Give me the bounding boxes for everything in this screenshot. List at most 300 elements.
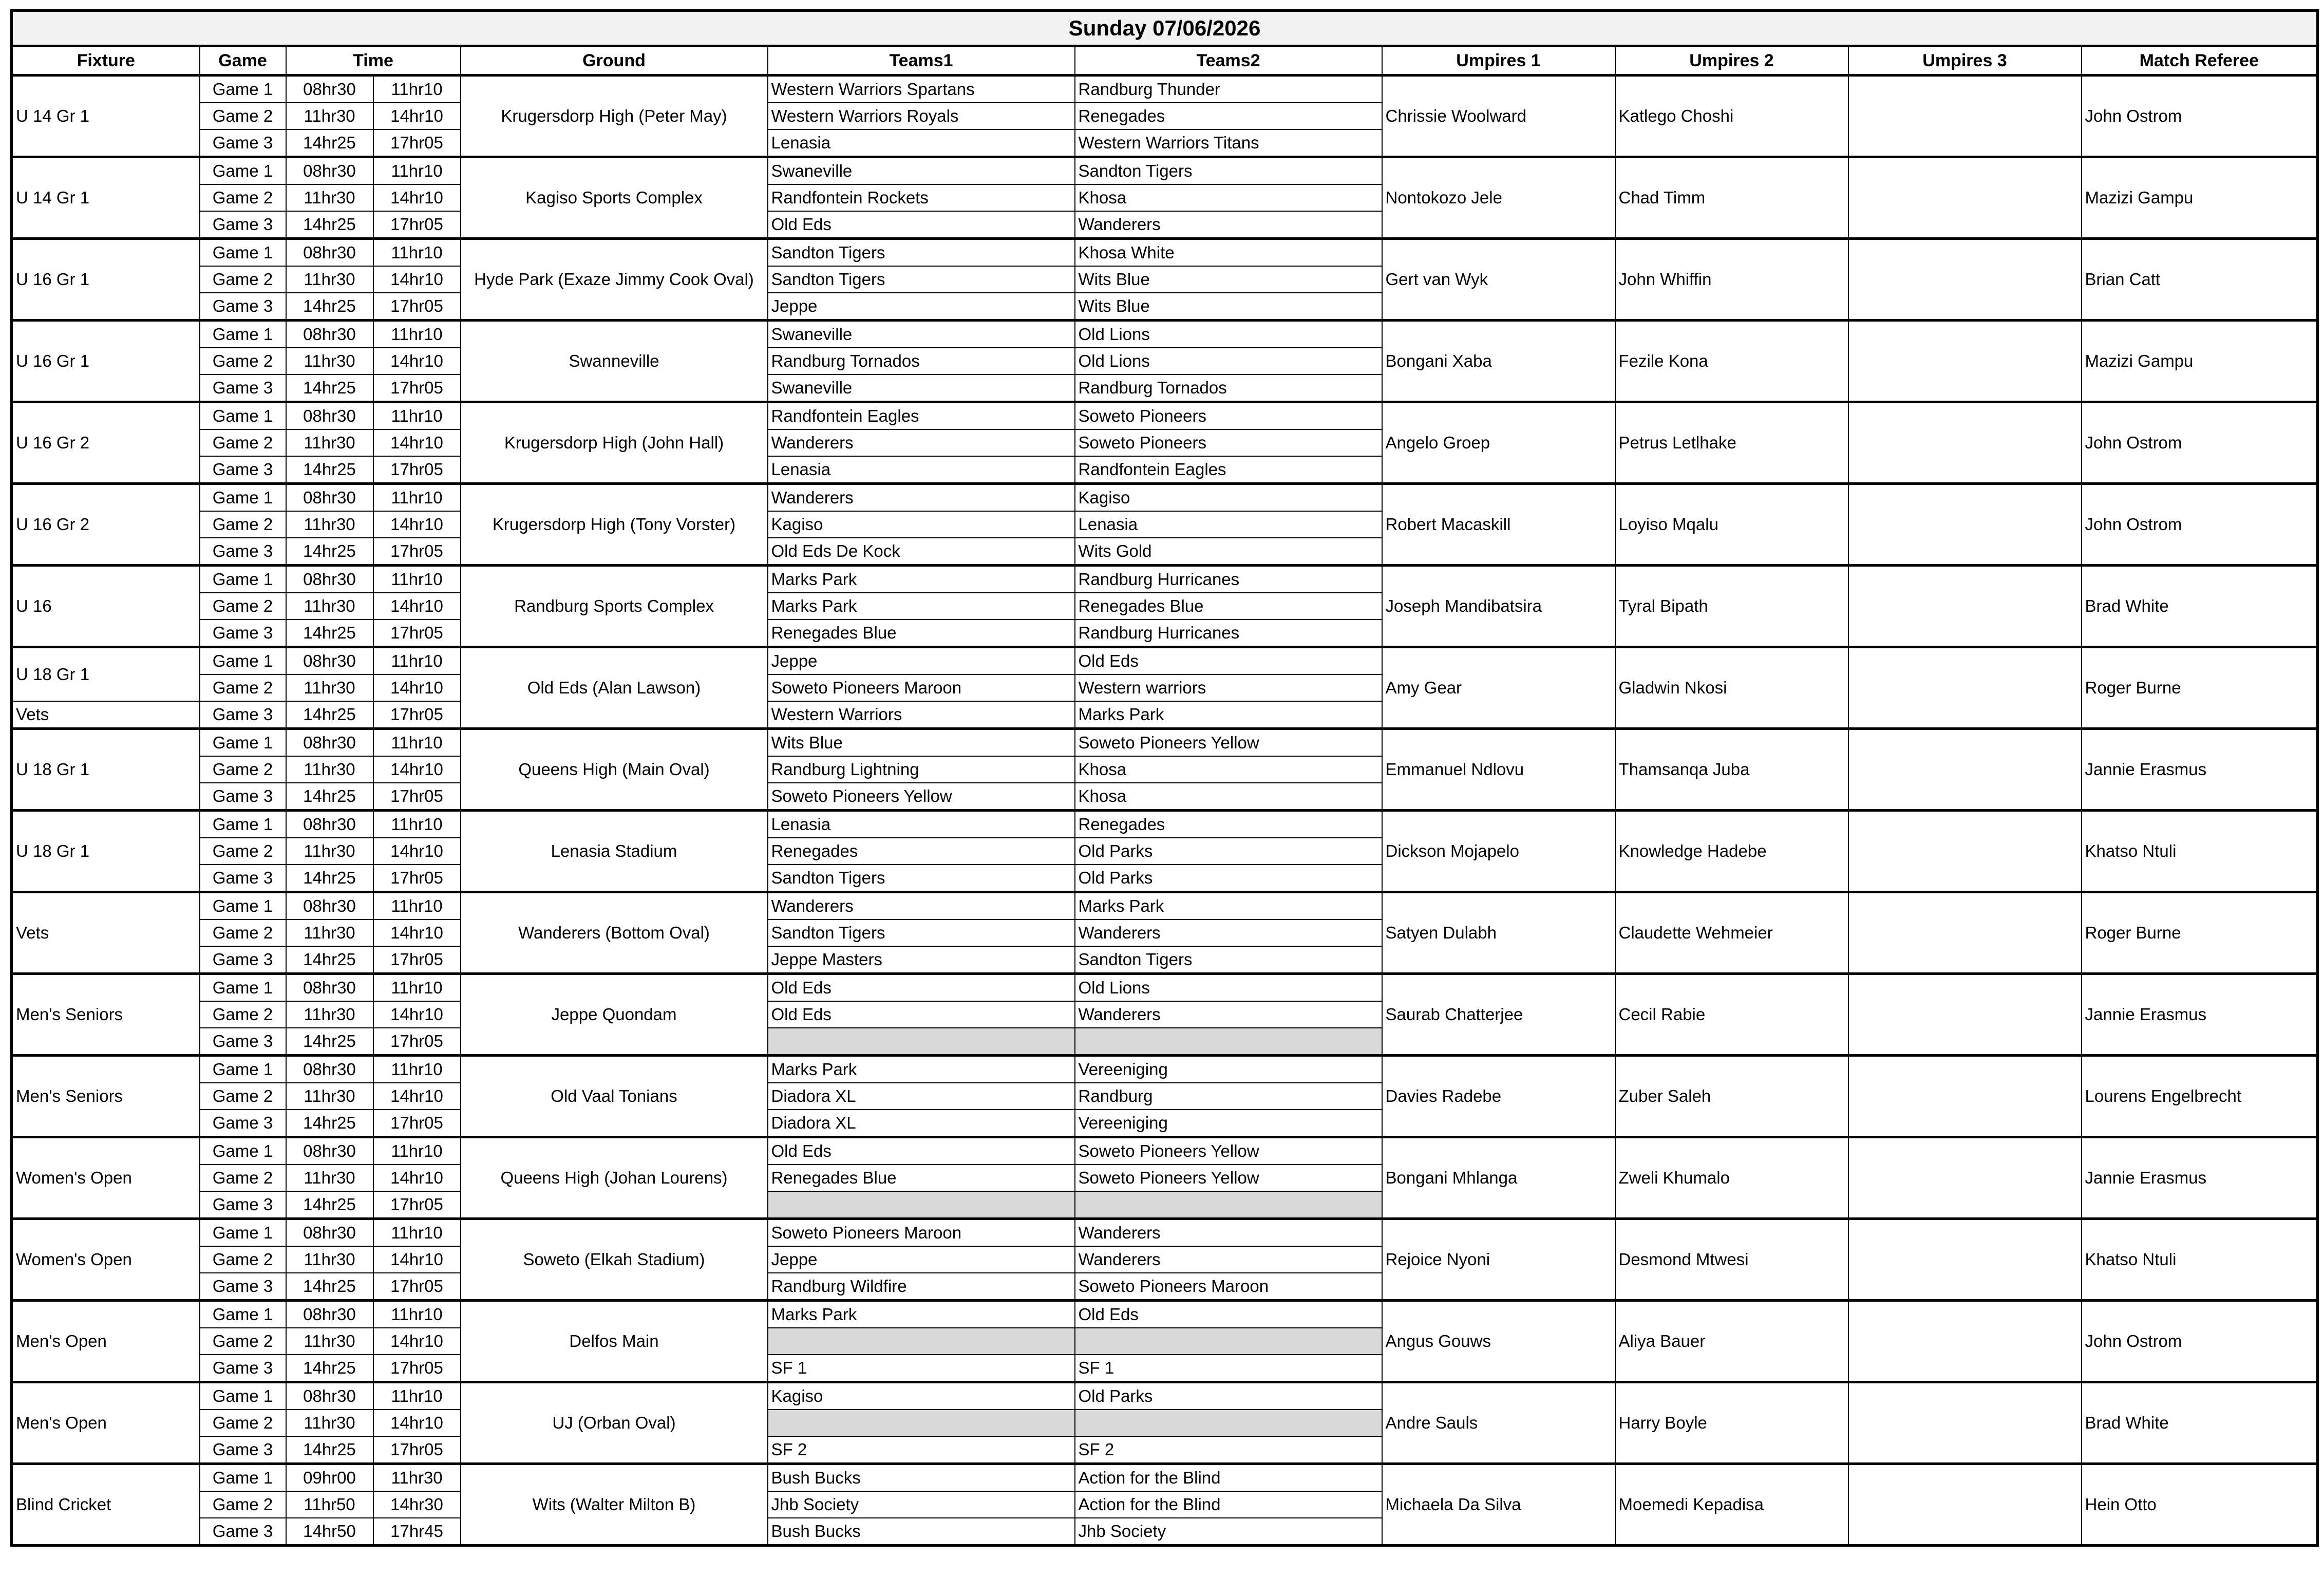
umpire3-cell: [1848, 811, 2082, 892]
table-row: [12, 566, 2318, 593]
team1-cell: Renegades: [768, 838, 1075, 865]
umpire2-cell: Chad Timm: [1615, 157, 1848, 239]
team2-cell: Khosa: [1075, 756, 1382, 783]
start-time-cell: 11hr30: [286, 1165, 373, 1191]
table-row: [12, 1056, 2318, 1083]
end-time-cell: 14hr10: [373, 511, 461, 538]
team1-cell: Old Eds: [768, 1001, 1075, 1028]
start-time-cell: 14hr25: [286, 1355, 373, 1382]
team2-cell: Randburg Thunder: [1075, 76, 1382, 103]
fixture-cell: Men's Seniors: [12, 974, 200, 1056]
end-time-cell: 14hr10: [373, 593, 461, 620]
end-time-cell: 14hr10: [373, 756, 461, 783]
start-time-cell: 08hr30: [286, 892, 373, 920]
umpire3-cell: [1848, 157, 2082, 239]
umpire1-cell: Davies Radebe: [1382, 1056, 1615, 1137]
team1-cell: Randburg Tornados: [768, 348, 1075, 374]
end-time-cell: 17hr05: [373, 865, 461, 892]
end-time-cell: 11hr10: [373, 566, 461, 593]
referee-cell: Hein Otto: [2082, 1464, 2318, 1546]
game-cell: Game 3: [200, 1355, 286, 1382]
team2-cell: SF 2: [1075, 1436, 1382, 1464]
team1-cell: Randburg Lightning: [768, 756, 1075, 783]
team1-cell: Randburg Wildfire: [768, 1273, 1075, 1301]
game-cell: Game 3: [200, 293, 286, 321]
game-cell: Game 1: [200, 321, 286, 348]
team1-cell: Old Eds: [768, 974, 1075, 1002]
end-time-cell: 14hr10: [373, 1001, 461, 1028]
start-time-cell: 14hr25: [286, 129, 373, 157]
end-time-cell: 14hr10: [373, 1328, 461, 1355]
game-cell: Game 3: [200, 1028, 286, 1056]
team2-cell: SF 1: [1075, 1355, 1382, 1382]
referee-cell: Brad White: [2082, 566, 2318, 647]
fixture-cell: U 14 Gr 1: [12, 76, 200, 157]
game-cell: Game 1: [200, 484, 286, 512]
fixture-body: [12, 76, 2318, 1546]
team1-cell: Sandton Tigers: [768, 865, 1075, 892]
start-time-cell: 11hr30: [286, 1246, 373, 1273]
team2-cell: [1075, 1328, 1382, 1355]
team1-cell: Swaneville: [768, 157, 1075, 185]
team1-cell: Randfontein Rockets: [768, 184, 1075, 211]
fixture-cell: Women's Open: [12, 1137, 200, 1219]
header-teams2: Teams2: [1075, 46, 1382, 76]
ground-cell: Wits (Walter Milton B): [461, 1464, 768, 1546]
start-time-cell: 08hr30: [286, 239, 373, 267]
team1-cell: Marks Park: [768, 1301, 1075, 1328]
table-row: [12, 1301, 2318, 1328]
team2-cell: Old Lions: [1075, 321, 1382, 348]
end-time-cell: 14hr30: [373, 1491, 461, 1518]
team1-cell: [768, 1410, 1075, 1436]
ground-cell: Hyde Park (Exaze Jimmy Cook Oval): [461, 239, 768, 321]
end-time-cell: 11hr10: [373, 1382, 461, 1410]
umpire2-cell: Tyral Bipath: [1615, 566, 1848, 647]
ground-cell: Lenasia Stadium: [461, 811, 768, 892]
team1-cell: Renegades Blue: [768, 1165, 1075, 1191]
referee-cell: John Ostrom: [2082, 402, 2318, 484]
end-time-cell: 17hr05: [373, 456, 461, 484]
game-cell: Game 2: [200, 184, 286, 211]
team2-cell: Wits Blue: [1075, 266, 1382, 293]
team2-cell: Wanderers: [1075, 920, 1382, 946]
team2-cell: Jhb Society: [1075, 1518, 1382, 1546]
table-row: [12, 1382, 2318, 1410]
team2-cell: Old Lions: [1075, 974, 1382, 1002]
end-time-cell: 17hr05: [373, 1436, 461, 1464]
end-time-cell: 14hr10: [373, 1083, 461, 1110]
team2-cell: Kagiso: [1075, 484, 1382, 512]
referee-cell: John Ostrom: [2082, 1301, 2318, 1382]
team1-cell: Wanderers: [768, 892, 1075, 920]
fixture-cell: U 18 Gr 1: [12, 811, 200, 892]
ground-cell: Queens High (Johan Lourens): [461, 1137, 768, 1219]
end-time-cell: 11hr10: [373, 1137, 461, 1165]
umpire1-cell: Chrissie Woolward: [1382, 76, 1615, 157]
umpire1-cell: Emmanuel Ndlovu: [1382, 729, 1615, 811]
start-time-cell: 08hr30: [286, 484, 373, 512]
fixture-cell: Women's Open: [12, 1219, 200, 1301]
team2-cell: Sandton Tigers: [1075, 946, 1382, 974]
fixture-cell: U 18 Gr 1: [12, 647, 200, 702]
team1-cell: [768, 1328, 1075, 1355]
team1-cell: Kagiso: [768, 1382, 1075, 1410]
team2-cell: Wanderers: [1075, 1001, 1382, 1028]
start-time-cell: 14hr25: [286, 1436, 373, 1464]
game-cell: Game 1: [200, 729, 286, 757]
fixture-cell: Men's Seniors: [12, 1056, 200, 1137]
team1-cell: Swaneville: [768, 374, 1075, 402]
team1-cell: Jeppe: [768, 647, 1075, 675]
start-time-cell: 14hr25: [286, 620, 373, 647]
end-time-cell: 11hr10: [373, 647, 461, 675]
team2-cell: Soweto Pioneers: [1075, 429, 1382, 456]
end-time-cell: 14hr10: [373, 1165, 461, 1191]
team1-cell: Old Eds: [768, 1137, 1075, 1165]
team1-cell: Wits Blue: [768, 729, 1075, 757]
team1-cell: Wanderers: [768, 484, 1075, 512]
end-time-cell: 17hr05: [373, 946, 461, 974]
game-cell: Game 3: [200, 1436, 286, 1464]
header-umpires2: Umpires 2: [1615, 46, 1848, 76]
umpire1-cell: Michaela Da Silva: [1382, 1464, 1615, 1546]
team2-cell: [1075, 1410, 1382, 1436]
team2-cell: Randfontein Eagles: [1075, 456, 1382, 484]
game-cell: Game 3: [200, 783, 286, 811]
fixture-cell: U 18 Gr 1: [12, 729, 200, 811]
table-row: [12, 321, 2318, 348]
team1-cell: Bush Bucks: [768, 1464, 1075, 1492]
team1-cell: SF 2: [768, 1436, 1075, 1464]
table-row: [12, 1219, 2318, 1247]
team1-cell: Soweto Pioneers Maroon: [768, 1219, 1075, 1247]
start-time-cell: 11hr30: [286, 103, 373, 129]
game-cell: Game 2: [200, 1328, 286, 1355]
referee-cell: Brad White: [2082, 1382, 2318, 1464]
team2-cell: Action for the Blind: [1075, 1464, 1382, 1492]
umpire2-cell: Desmond Mtwesi: [1615, 1219, 1848, 1301]
ground-cell: Queens High (Main Oval): [461, 729, 768, 811]
umpire2-cell: Knowledge Hadebe: [1615, 811, 1848, 892]
team1-cell: Swaneville: [768, 321, 1075, 348]
game-cell: Game 2: [200, 920, 286, 946]
referee-cell: John Ostrom: [2082, 76, 2318, 157]
referee-cell: Khatso Ntuli: [2082, 811, 2318, 892]
end-time-cell: 14hr10: [373, 1246, 461, 1273]
end-time-cell: 14hr10: [373, 348, 461, 374]
game-cell: Game 3: [200, 211, 286, 239]
ground-cell: Old Eds (Alan Lawson): [461, 647, 768, 729]
umpire3-cell: [1848, 892, 2082, 974]
game-cell: Game 3: [200, 129, 286, 157]
end-time-cell: 17hr05: [373, 1273, 461, 1301]
game-cell: Game 3: [200, 701, 286, 729]
team2-cell: Randburg: [1075, 1083, 1382, 1110]
start-time-cell: 14hr25: [286, 1191, 373, 1219]
team2-cell: Soweto Pioneers: [1075, 402, 1382, 430]
team1-cell: Jeppe: [768, 1246, 1075, 1273]
game-cell: Game 1: [200, 402, 286, 430]
game-cell: Game 1: [200, 566, 286, 593]
team1-cell: Soweto Pioneers Yellow: [768, 783, 1075, 811]
end-time-cell: 11hr10: [373, 892, 461, 920]
game-cell: Game 2: [200, 593, 286, 620]
umpire2-cell: Zuber Saleh: [1615, 1056, 1848, 1137]
umpire3-cell: [1848, 239, 2082, 321]
game-cell: Game 2: [200, 1246, 286, 1273]
table-row: [12, 892, 2318, 920]
fixture-cell: Men's Open: [12, 1382, 200, 1464]
end-time-cell: 11hr30: [373, 1464, 461, 1492]
ground-cell: Jeppe Quondam: [461, 974, 768, 1056]
start-time-cell: 14hr25: [286, 374, 373, 402]
team2-cell: Soweto Pioneers Yellow: [1075, 729, 1382, 757]
game-cell: Game 1: [200, 974, 286, 1002]
team1-cell: Old Eds: [768, 211, 1075, 239]
umpire2-cell: Aliya Bauer: [1615, 1301, 1848, 1382]
end-time-cell: 11hr10: [373, 76, 461, 103]
team2-cell: Khosa White: [1075, 239, 1382, 267]
team2-cell: [1075, 1191, 1382, 1219]
team1-cell: Soweto Pioneers Maroon: [768, 674, 1075, 701]
team2-cell: Lenasia: [1075, 511, 1382, 538]
umpire3-cell: [1848, 1382, 2082, 1464]
end-time-cell: 17hr05: [373, 1110, 461, 1137]
team1-cell: [768, 1028, 1075, 1056]
umpire2-cell: Loyiso Mqalu: [1615, 484, 1848, 566]
referee-cell: Roger Burne: [2082, 892, 2318, 974]
referee-cell: Brian Catt: [2082, 239, 2318, 321]
game-cell: Game 2: [200, 674, 286, 701]
team1-cell: SF 1: [768, 1355, 1075, 1382]
start-time-cell: 14hr25: [286, 1028, 373, 1056]
umpire2-cell: Zweli Khumalo: [1615, 1137, 1848, 1219]
start-time-cell: 11hr30: [286, 920, 373, 946]
game-cell: Game 1: [200, 1301, 286, 1328]
game-cell: Game 3: [200, 374, 286, 402]
ground-cell: Soweto (Elkah Stadium): [461, 1219, 768, 1301]
umpire2-cell: Harry Boyle: [1615, 1382, 1848, 1464]
team1-cell: Western Warriors Spartans: [768, 76, 1075, 103]
game-cell: Game 3: [200, 538, 286, 566]
game-cell: Game 1: [200, 1382, 286, 1410]
referee-cell: Jannie Erasmus: [2082, 974, 2318, 1056]
schedule-sheet: [10, 9, 2319, 1547]
fixture-cell: Vets: [12, 701, 200, 729]
end-time-cell: 17hr05: [373, 783, 461, 811]
umpire3-cell: [1848, 321, 2082, 402]
team1-cell: Randfontein Eagles: [768, 402, 1075, 430]
team2-cell: Khosa: [1075, 783, 1382, 811]
game-cell: Game 3: [200, 865, 286, 892]
fixture-cell: Blind Cricket: [12, 1464, 200, 1546]
fixture-cell: Vets: [12, 892, 200, 974]
team2-cell: Old Eds: [1075, 647, 1382, 675]
end-time-cell: 17hr05: [373, 293, 461, 321]
header-referee: Match Referee: [2082, 46, 2318, 76]
end-time-cell: 11hr10: [373, 239, 461, 267]
team2-cell: Marks Park: [1075, 701, 1382, 729]
header-game: Game: [200, 46, 286, 76]
team2-cell: Action for the Blind: [1075, 1491, 1382, 1518]
game-cell: Game 2: [200, 511, 286, 538]
ground-cell: Old Vaal Tonians: [461, 1056, 768, 1137]
team1-cell: Sandton Tigers: [768, 266, 1075, 293]
end-time-cell: 17hr05: [373, 538, 461, 566]
fixture-cell: U 16 Gr 1: [12, 321, 200, 402]
end-time-cell: 14hr10: [373, 1410, 461, 1436]
team1-cell: Lenasia: [768, 811, 1075, 838]
end-time-cell: 14hr10: [373, 429, 461, 456]
start-time-cell: 11hr30: [286, 674, 373, 701]
table-row: [12, 157, 2318, 185]
umpire3-cell: [1848, 484, 2082, 566]
team1-cell: Diadora XL: [768, 1083, 1075, 1110]
umpire1-cell: Gert van Wyk: [1382, 239, 1615, 321]
game-cell: Game 1: [200, 157, 286, 185]
team2-cell: Old Eds: [1075, 1301, 1382, 1328]
start-time-cell: 08hr30: [286, 157, 373, 185]
end-time-cell: 11hr10: [373, 1301, 461, 1328]
umpire3-cell: [1848, 402, 2082, 484]
team2-cell: [1075, 1028, 1382, 1056]
team2-cell: Soweto Pioneers Yellow: [1075, 1137, 1382, 1165]
end-time-cell: 11hr10: [373, 157, 461, 185]
team1-cell: Western Warriors Royals: [768, 103, 1075, 129]
game-cell: Game 3: [200, 1191, 286, 1219]
referee-cell: Lourens Engelbrecht: [2082, 1056, 2318, 1137]
ground-cell: Krugersdorp High (Peter May): [461, 76, 768, 157]
fixture-cell: Men's Open: [12, 1301, 200, 1382]
team2-cell: Wanderers: [1075, 1246, 1382, 1273]
game-cell: Game 2: [200, 1001, 286, 1028]
table-row: [12, 974, 2318, 1002]
start-time-cell: 14hr25: [286, 1110, 373, 1137]
start-time-cell: 14hr25: [286, 946, 373, 974]
start-time-cell: 14hr25: [286, 783, 373, 811]
team2-cell: Renegades: [1075, 103, 1382, 129]
start-time-cell: 08hr30: [286, 647, 373, 675]
end-time-cell: 17hr05: [373, 1355, 461, 1382]
game-cell: Game 1: [200, 647, 286, 675]
team2-cell: Wits Blue: [1075, 293, 1382, 321]
end-time-cell: 17hr05: [373, 701, 461, 729]
game-cell: Game 3: [200, 620, 286, 647]
game-cell: Game 2: [200, 348, 286, 374]
umpire2-cell: Petrus Letlhake: [1615, 402, 1848, 484]
team2-cell: Sandton Tigers: [1075, 157, 1382, 185]
team1-cell: Sandton Tigers: [768, 920, 1075, 946]
end-time-cell: 11hr10: [373, 729, 461, 757]
fixture-cell: U 16 Gr 2: [12, 484, 200, 566]
umpire3-cell: [1848, 1137, 2082, 1219]
end-time-cell: 11hr10: [373, 974, 461, 1002]
umpire2-cell: Fezile Kona: [1615, 321, 1848, 402]
start-time-cell: 08hr30: [286, 811, 373, 838]
start-time-cell: 08hr30: [286, 402, 373, 430]
end-time-cell: 11hr10: [373, 811, 461, 838]
start-time-cell: 08hr30: [286, 1056, 373, 1083]
team1-cell: Renegades Blue: [768, 620, 1075, 647]
team1-cell: Diadora XL: [768, 1110, 1075, 1137]
table-row: [12, 811, 2318, 838]
umpire1-cell: Bongani Mhlanga: [1382, 1137, 1615, 1219]
start-time-cell: 14hr25: [286, 538, 373, 566]
game-cell: Game 1: [200, 811, 286, 838]
header-umpires1: Umpires 1: [1382, 46, 1615, 76]
umpire1-cell: Satyen Dulabh: [1382, 892, 1615, 974]
umpire2-cell: Katlego Choshi: [1615, 76, 1848, 157]
start-time-cell: 14hr25: [286, 1273, 373, 1301]
team2-cell: Renegades: [1075, 811, 1382, 838]
umpire3-cell: [1848, 729, 2082, 811]
team1-cell: Western Warriors: [768, 701, 1075, 729]
fixture-cell: U 16: [12, 566, 200, 647]
umpire2-cell: Claudette Wehmeier: [1615, 892, 1848, 974]
umpire1-cell: Amy Gear: [1382, 647, 1615, 729]
sheet-title: Sunday 07/06/2026: [12, 11, 2318, 46]
ground-cell: UJ (Orban Oval): [461, 1382, 768, 1464]
end-time-cell: 14hr10: [373, 184, 461, 211]
header-ground: Ground: [461, 46, 768, 76]
table-row: [12, 402, 2318, 430]
game-cell: Game 1: [200, 1137, 286, 1165]
team2-cell: Wanderers: [1075, 211, 1382, 239]
game-cell: Game 1: [200, 1219, 286, 1247]
team1-cell: Wanderers: [768, 429, 1075, 456]
end-time-cell: 14hr10: [373, 674, 461, 701]
ground-cell: Krugersdorp High (Tony Vorster): [461, 484, 768, 566]
start-time-cell: 08hr30: [286, 566, 373, 593]
game-cell: Game 2: [200, 103, 286, 129]
umpire3-cell: [1848, 76, 2082, 157]
team2-cell: Western warriors: [1075, 674, 1382, 701]
start-time-cell: 11hr30: [286, 429, 373, 456]
start-time-cell: 08hr30: [286, 1219, 373, 1247]
game-cell: Game 2: [200, 1165, 286, 1191]
umpire1-cell: Nontokozo Jele: [1382, 157, 1615, 239]
umpire1-cell: Joseph Mandibatsira: [1382, 566, 1615, 647]
start-time-cell: 11hr50: [286, 1491, 373, 1518]
header-fixture: Fixture: [12, 46, 200, 76]
start-time-cell: 14hr25: [286, 211, 373, 239]
umpire1-cell: Saurab Chatterjee: [1382, 974, 1615, 1056]
team1-cell: Lenasia: [768, 129, 1075, 157]
ground-cell: Randburg Sports Complex: [461, 566, 768, 647]
umpire1-cell: Robert Macaskill: [1382, 484, 1615, 566]
umpire1-cell: Angus Gouws: [1382, 1301, 1615, 1382]
referee-cell: Roger Burne: [2082, 647, 2318, 729]
game-cell: Game 1: [200, 1056, 286, 1083]
table-row: [12, 1464, 2318, 1492]
umpire3-cell: [1848, 1219, 2082, 1301]
team2-cell: Old Parks: [1075, 838, 1382, 865]
start-time-cell: 11hr30: [286, 1001, 373, 1028]
header-time: Time: [286, 46, 461, 76]
game-cell: Game 3: [200, 1273, 286, 1301]
team1-cell: [768, 1191, 1075, 1219]
game-cell: Game 3: [200, 1110, 286, 1137]
game-cell: Game 1: [200, 76, 286, 103]
end-time-cell: 11hr10: [373, 402, 461, 430]
team2-cell: Vereeniging: [1075, 1056, 1382, 1083]
table-row: [12, 484, 2318, 512]
fixture-table: [10, 9, 2319, 1547]
umpire1-cell: Andre Sauls: [1382, 1382, 1615, 1464]
fixture-cell: U 14 Gr 1: [12, 157, 200, 239]
team1-cell: Marks Park: [768, 566, 1075, 593]
